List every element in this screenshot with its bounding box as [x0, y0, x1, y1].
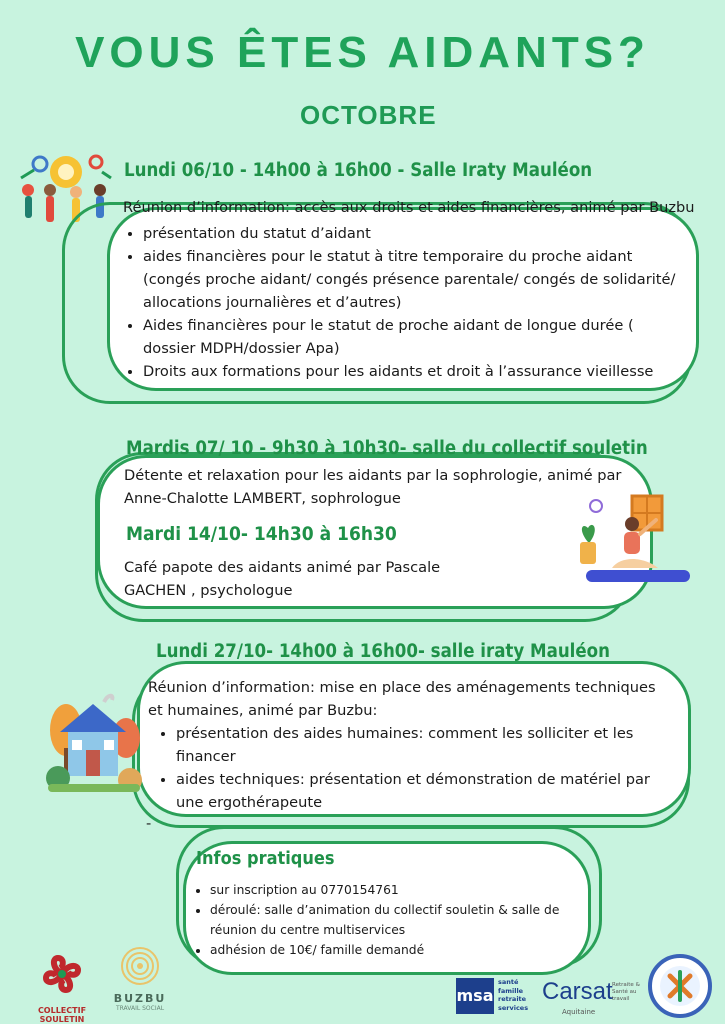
- carsat-logo: [542, 978, 644, 1018]
- conference-financeurs-logo: [648, 954, 712, 1018]
- event3-heading: Mardi 14/10- 14h30 à 16h30: [126, 523, 397, 545]
- event1-heading: Lundi 06/10 - 14h00 à 16h00 - Salle Iraty Mauléon: [124, 160, 593, 181]
- event4-dash: -: [146, 815, 152, 832]
- infos-item: • sur inscription au 0770154761: [210, 880, 600, 900]
- event2-heading: Mardis 07/ 10 - 9h30 à 10h30- salle du collectif souletin: [126, 438, 648, 459]
- buzbu-label: BUZBU: [113, 992, 167, 1005]
- msa-line: retraite: [498, 995, 527, 1003]
- event4-item: • présentation des aides humaines: comment les solliciter et les financer: [176, 722, 676, 768]
- infos-heading: Infos pratiques: [196, 848, 335, 869]
- carsat-label: Carsat: [542, 978, 613, 1005]
- event4-list: [156, 722, 676, 814]
- msa-line: santé: [498, 978, 519, 986]
- carsat-region: Aquitaine: [562, 1008, 596, 1016]
- event1-item: • Droits aux formations pour les aidants et droit à l’assurance vieillesse: [143, 360, 683, 383]
- event2-text: Détente et relaxation pour les aidants par la sophrologie, animé par Anne-Chalotte LAMBERT, sophrologue: [124, 467, 622, 507]
- msa-line: famille: [498, 986, 524, 995]
- infos-item: • adhésion de 10€/ famille demandé: [210, 940, 600, 960]
- event4-intro: Réunion d’information: mise en place des aménagements techniques et humaines, animé par Buzbu:: [148, 679, 656, 719]
- msa-logo: [456, 978, 536, 1016]
- msa-lines: [498, 978, 528, 1012]
- carsat-sublabel: Retraite & Santé au travail: [612, 982, 640, 1002]
- event1-list: [123, 222, 683, 383]
- page-title: VOUS ÊTES AIDANTS?: [75, 28, 650, 77]
- msa-mark: msa: [456, 978, 494, 1014]
- infos-list: [190, 880, 600, 960]
- house-illustration: [38, 688, 148, 796]
- collectif-souletin-label: COLLECTIF SOULETIN: [37, 1006, 87, 1024]
- event4-item: • aides techniques: présentation et démonstration de matériel par une ergothérapeute: [176, 768, 676, 814]
- buzbu-sublabel: TRAVAIL SOCIAL: [115, 1005, 165, 1012]
- collectif-souletin-logo: [24, 946, 100, 1024]
- event1-item: • Aides financières pour le statut de proche aidant de longue durée ( dossier MDPH/dossier Apa): [143, 314, 683, 360]
- month-subtitle: OCTOBRE: [300, 100, 437, 130]
- buzbu-logo: [108, 944, 172, 1020]
- infos-item: • déroulé: salle d’animation du collectif souletin & salle de réunion du centre multiservices: [210, 900, 600, 940]
- event3-text: Café papote des aidants animé par Pascale GACHEN , psychologue: [124, 559, 441, 599]
- msa-line: services: [498, 1003, 529, 1012]
- event1-item: • aides financières pour le statut à titre temporaire du proche aidant (congés proche aidant/ congés présence parentale/ congés de solidarité/ allocations journalières et d’autres): [143, 245, 683, 314]
- event1-intro: Réunion d’information: accès aux droits et aides financières, animé par Buzbu: [123, 199, 695, 216]
- yoga-illustration: [572, 494, 692, 590]
- event4-heading: Lundi 27/10- 14h00 à 16h00- salle iraty Mauléon: [156, 641, 610, 662]
- event1-item: • présentation du statut d’aidant: [143, 222, 683, 245]
